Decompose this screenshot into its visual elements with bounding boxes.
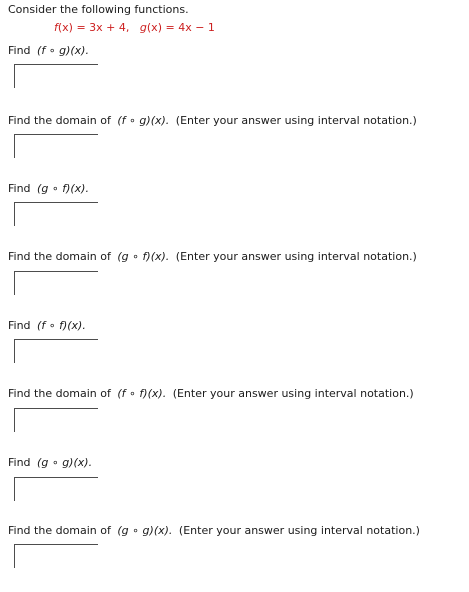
question-6-composition: (f ∘ f)(x). bbox=[117, 387, 167, 400]
question-6-prefix: Find the domain of bbox=[8, 387, 111, 400]
g-name: g bbox=[139, 21, 147, 34]
question-5 bbox=[8, 319, 89, 332]
question-1-composition: (f ∘ g)(x). bbox=[37, 44, 89, 57]
answer-box-8[interactable] bbox=[14, 544, 98, 568]
answer-box-1[interactable] bbox=[14, 64, 98, 88]
question-4 bbox=[8, 250, 417, 263]
f-expression: (x) = 3x + 4, bbox=[57, 21, 130, 34]
answer-input-4[interactable] bbox=[15, 272, 98, 295]
answer-input-6[interactable] bbox=[15, 409, 98, 432]
answer-box-2[interactable] bbox=[14, 134, 98, 158]
answer-input-5[interactable] bbox=[15, 340, 98, 363]
question-7-composition: (g ∘ g)(x). bbox=[37, 456, 93, 469]
question-3-prefix: Find bbox=[8, 182, 31, 195]
question-1 bbox=[8, 44, 92, 57]
question-8-instruction: (Enter your answer using interval notation.) bbox=[178, 524, 420, 537]
g-expression: (x) = 4x − 1 bbox=[146, 21, 215, 34]
problem-intro: Consider the following functions. bbox=[8, 3, 189, 16]
question-3 bbox=[8, 182, 92, 195]
question-6-instruction: (Enter your answer using interval notation.) bbox=[172, 387, 414, 400]
question-8-composition: (g ∘ g)(x). bbox=[117, 524, 173, 537]
answer-box-6[interactable] bbox=[14, 408, 98, 432]
function-definitions bbox=[54, 21, 215, 34]
question-4-prefix: Find the domain of bbox=[8, 250, 111, 263]
question-6 bbox=[8, 387, 414, 400]
question-4-instruction: (Enter your answer using interval notation.) bbox=[175, 250, 417, 263]
question-2-prefix: Find the domain of bbox=[8, 114, 111, 127]
question-5-composition: (f ∘ f)(x). bbox=[37, 319, 86, 332]
answer-box-3[interactable] bbox=[14, 202, 98, 226]
question-2-composition: (f ∘ g)(x). bbox=[117, 114, 170, 127]
question-8-prefix: Find the domain of bbox=[8, 524, 111, 537]
question-2-instruction: (Enter your answer using interval notation.) bbox=[175, 114, 417, 127]
question-8 bbox=[8, 524, 420, 537]
answer-box-7[interactable] bbox=[14, 477, 98, 501]
answer-input-3[interactable] bbox=[15, 203, 98, 226]
answer-input-2[interactable] bbox=[15, 135, 98, 158]
question-5-prefix: Find bbox=[8, 319, 31, 332]
answer-input-1[interactable] bbox=[15, 65, 98, 88]
answer-input-8[interactable] bbox=[15, 545, 98, 568]
answer-box-4[interactable] bbox=[14, 271, 98, 295]
question-7-prefix: Find bbox=[8, 456, 31, 469]
question-2 bbox=[8, 114, 417, 127]
answer-input-7[interactable] bbox=[15, 478, 98, 501]
question-1-prefix: Find bbox=[8, 44, 31, 57]
question-3-composition: (g ∘ f)(x). bbox=[37, 182, 89, 195]
answer-box-5[interactable] bbox=[14, 339, 98, 363]
f-name: f bbox=[54, 21, 58, 34]
question-4-composition: (g ∘ f)(x). bbox=[117, 250, 170, 263]
question-7 bbox=[8, 456, 95, 469]
